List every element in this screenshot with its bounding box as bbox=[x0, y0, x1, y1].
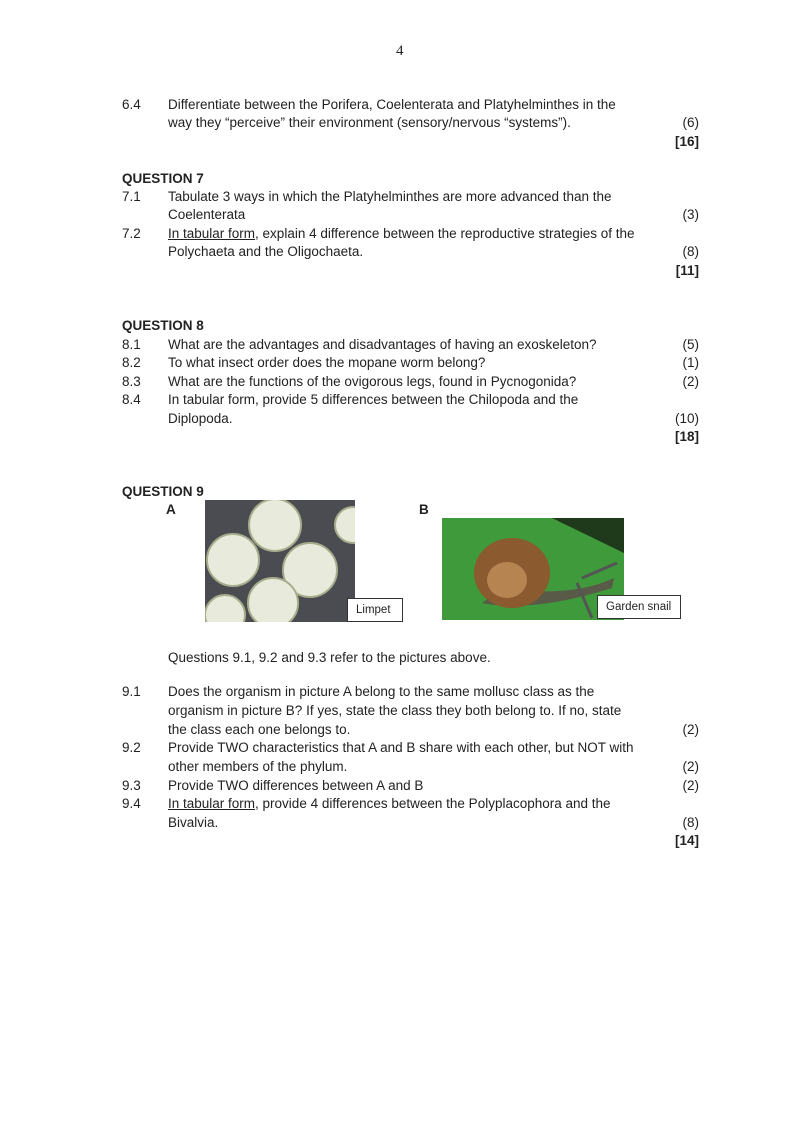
underlined-text: In tabular form bbox=[168, 796, 256, 811]
picture-label-b: B bbox=[419, 502, 429, 517]
question-text bbox=[168, 795, 611, 813]
section-total: [18] bbox=[674, 429, 699, 444]
marks: (3) bbox=[682, 207, 699, 222]
page-number: 4 bbox=[396, 43, 404, 59]
question-text: Provide TWO differences between A and B bbox=[168, 778, 424, 793]
question-text: the class each one belongs to. bbox=[168, 722, 351, 737]
question-text bbox=[168, 225, 635, 243]
section-heading: QUESTION 9 bbox=[122, 484, 204, 499]
marks: (8) bbox=[682, 815, 699, 830]
question-text: organism in picture B? If yes, state the class they both belong to. If no, state bbox=[168, 703, 622, 718]
question-text: What are the functions of the ovigorous legs, found in Pycnogonida? bbox=[168, 374, 577, 389]
question-text: To what insect order does the mopane worm belong? bbox=[168, 355, 486, 370]
question-number: 8.1 bbox=[122, 337, 141, 352]
marks: (8) bbox=[682, 244, 699, 259]
marks: (2) bbox=[682, 759, 699, 774]
question-text: In tabular form, provide 5 differences between the Chilopoda and the bbox=[168, 392, 579, 407]
marks: (10) bbox=[674, 411, 699, 426]
question-number: 9.3 bbox=[122, 778, 141, 793]
section-total: [16] bbox=[674, 134, 699, 149]
question-text: Diplopoda. bbox=[168, 411, 233, 426]
underlined-text: In tabular form bbox=[168, 226, 256, 241]
marks: (6) bbox=[682, 115, 699, 130]
question-number: 9.4 bbox=[122, 796, 141, 811]
question-number: 9.1 bbox=[122, 684, 141, 699]
section-total: [11] bbox=[675, 263, 699, 278]
question-text: other members of the phylum. bbox=[168, 759, 348, 774]
section-heading: QUESTION 8 bbox=[122, 318, 204, 333]
question-text: Tabulate 3 ways in which the Platyhelminthes are more advanced than the bbox=[168, 189, 612, 204]
section-total: [14] bbox=[674, 833, 699, 848]
marks: (5) bbox=[682, 337, 699, 352]
marks: (2) bbox=[682, 374, 699, 389]
caption-garden-snail: Garden snail bbox=[597, 595, 681, 619]
question-text: Differentiate between the Porifera, Coelenterata and Platyhelminthes in the bbox=[168, 97, 616, 112]
question-text: What are the advantages and disadvantages of having an exoskeleton? bbox=[168, 337, 597, 352]
question-number: 7.2 bbox=[122, 226, 141, 241]
question-text: Polychaeta and the Oligochaeta. bbox=[168, 244, 364, 259]
question-text: Coelenterata bbox=[168, 207, 246, 222]
question-number: 9.2 bbox=[122, 740, 141, 755]
picture-label-a: A bbox=[166, 502, 176, 517]
marks: (2) bbox=[682, 778, 699, 793]
question-text: way they “perceive” their environment (sensory/nervous “systems”). bbox=[168, 115, 571, 130]
question-text-rest: , explain 4 difference between the reproductive strategies of the bbox=[255, 226, 635, 241]
question-text: Bivalvia. bbox=[168, 815, 219, 830]
limpet-image bbox=[205, 500, 355, 622]
question-text: Does the organism in picture A belong to the same mollusc class as the bbox=[168, 684, 595, 699]
question-number: 8.3 bbox=[122, 374, 141, 389]
marks: (1) bbox=[682, 355, 699, 370]
question-text: Provide TWO characteristics that A and B share with each other, but NOT with bbox=[168, 740, 634, 755]
question-number: 8.4 bbox=[122, 392, 141, 407]
question-number: 6.4 bbox=[122, 97, 141, 112]
pictures-intro: Questions 9.1, 9.2 and 9.3 refer to the pictures above. bbox=[168, 650, 491, 665]
question-text-rest: , provide 4 differences between the Polyplacophora and the bbox=[255, 796, 611, 811]
question-number: 8.2 bbox=[122, 355, 141, 370]
marks: (2) bbox=[682, 722, 699, 737]
caption-limpet: Limpet bbox=[347, 598, 403, 622]
question-number: 7.1 bbox=[122, 189, 141, 204]
section-heading: QUESTION 7 bbox=[122, 171, 204, 186]
